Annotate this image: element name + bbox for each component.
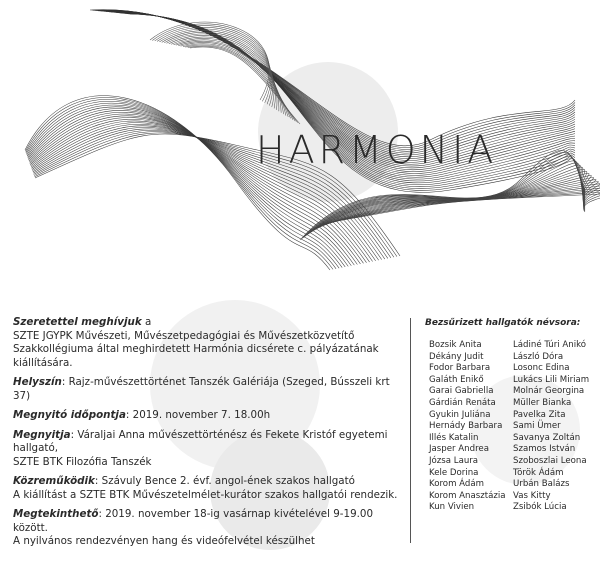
opening-time-paragraph bbox=[13, 409, 403, 423]
invite-paragraph bbox=[13, 316, 403, 370]
contributors-line2: A kiállítást a SZTE BTK Művészetelmélet-kurátor szakos hallgatói rendezik. bbox=[13, 488, 398, 501]
viewing-line2: A nyilvános rendezvényen hang és videófelvétel készülhet bbox=[13, 535, 315, 547]
student-name: Molnár Georgina bbox=[513, 386, 585, 397]
event-title: HARMONIA bbox=[256, 128, 498, 172]
student-name: Szoboszlai Leona bbox=[513, 455, 587, 466]
student-name: Szamos István bbox=[513, 444, 576, 455]
viewing-text: : 2019. november 18-ig vasárnap kivételével 9-19.00 között. bbox=[13, 508, 373, 534]
student-list bbox=[420, 318, 595, 514]
opener-paragraph bbox=[13, 429, 403, 470]
viewing-paragraph bbox=[13, 508, 403, 549]
venue-paragraph bbox=[13, 376, 403, 403]
student-name: Bozsik Anita bbox=[429, 340, 482, 350]
student-name: Hernády Barbara bbox=[429, 421, 503, 432]
opening-time-label: Megnyitó időpontja bbox=[13, 409, 126, 421]
invite-after-lead: a bbox=[141, 316, 152, 328]
venue-label: Helyszín bbox=[13, 376, 62, 388]
invite-line3: Szakkollégiuma által meghirdetett Harmónia dicsérete c. pályázatának bbox=[13, 343, 379, 355]
invite-line4: kiállítására. bbox=[13, 356, 73, 369]
student-name: Urbán Balázs bbox=[513, 479, 570, 490]
student-name: Müller Bianka bbox=[513, 397, 572, 408]
opener-text: : Váraljai Anna művészettörténész és Fekete Kristóf egyetemi hallgató, bbox=[13, 428, 388, 454]
student-name: Vas Kitty bbox=[513, 490, 551, 501]
student-name: Galáth Enikő bbox=[429, 374, 484, 385]
student-name: Pavelka Zita bbox=[513, 409, 566, 420]
student-column-1 bbox=[429, 340, 511, 514]
student-name: Savanya Zoltán bbox=[513, 432, 581, 443]
student-name: László Dóra bbox=[513, 351, 564, 362]
viewing-label: Megtekinthető bbox=[13, 508, 99, 520]
student-name: Gyukin Juliána bbox=[429, 409, 491, 420]
student-name: Fodor Barbara bbox=[429, 363, 491, 374]
opening-time-text: : 2019. november 7. 18.00h bbox=[125, 409, 271, 421]
student-name: Korom Ádám bbox=[429, 479, 484, 490]
student-name: Török Ádám bbox=[513, 467, 564, 478]
student-name: Gárdián Renáta bbox=[429, 397, 496, 408]
student-name: Kun Vivien bbox=[429, 502, 475, 513]
student-name: Garai Gabriella bbox=[429, 386, 494, 397]
contributors-paragraph bbox=[13, 475, 403, 502]
student-name: Losonc Edina bbox=[513, 363, 570, 374]
wave-band-swirl bbox=[150, 22, 300, 124]
column-divider bbox=[410, 318, 411, 543]
opener-line2: SZTE BTK Filozófia Tanszék bbox=[13, 455, 152, 468]
contributors-text: : Szávuly Bence 2. évf. angol-ének szakos hallgató bbox=[94, 475, 355, 487]
student-name: Kele Dorina bbox=[429, 467, 479, 478]
student-name: Illés Katalin bbox=[429, 432, 479, 443]
student-list-title: Bezsűrizett hallgatók névsora: bbox=[425, 318, 581, 328]
student-name: Lukács Lili Miriam bbox=[513, 374, 590, 385]
contributors-label: Közreműködik bbox=[13, 475, 95, 487]
student-names bbox=[420, 340, 595, 514]
student-name: Korom Anasztázia bbox=[429, 490, 506, 501]
student-name: Ládiné Túri Anikó bbox=[513, 340, 587, 350]
student-column-2 bbox=[513, 340, 595, 514]
invite-lead: Szeretettel meghívjuk bbox=[13, 316, 142, 328]
invitation-text bbox=[13, 316, 403, 555]
venue-text: : Rajz-művészettörténet Tanszék Galériája (Szeged, Bússzeli krt 37) bbox=[13, 376, 390, 402]
invite-line2: SZTE JGYPK Művészeti, Művészetpedagógiai és Művészetközvetítő bbox=[13, 329, 355, 342]
student-name: Józsa Laura bbox=[429, 455, 479, 466]
student-name: Zsibók Lúcia bbox=[513, 502, 567, 513]
student-name: Jasper Andrea bbox=[429, 444, 489, 455]
student-name: Sami Ümer bbox=[513, 421, 561, 432]
student-name: Dékány Judit bbox=[429, 351, 484, 362]
opener-label: Megnyitja bbox=[13, 428, 71, 441]
